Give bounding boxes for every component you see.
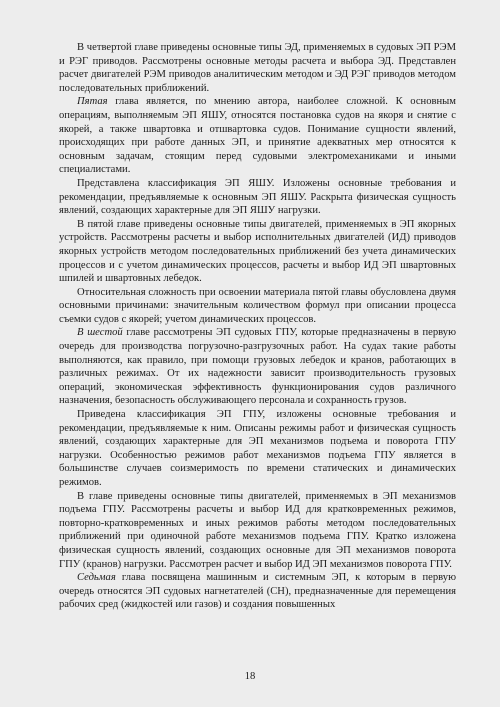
- paragraph-9-text: глава посвящена машинным и системным ЭП, к которым в первую очередь относятся ЭП судовых нагнетателей (СН), предназначенные для перемещения рабочих сред (жидкостей или газов) и создания повышенных: [59, 572, 456, 611]
- paragraph-6-text: главе рассмотрены ЭП судовых ГПУ, которые предназначены в первую очередь для производства погрузочно-разгрузочных работ. На судах такие работы выполняются, как правило, при помощи грузовых лебедок и кранов, работающих в различных режимах. От их надежности зависит производительность грузовых операций, экономическая эффективность функционирования судов различного назначения, безопасность обслуживающего персонала и сохранность грузов.: [59, 327, 456, 407]
- paragraph-7: [59, 408, 456, 490]
- paragraph-6: [59, 326, 456, 408]
- paragraph-6-lead: В шестой: [77, 327, 123, 339]
- paragraph-2-lead: Пятая: [77, 96, 108, 108]
- paragraph-5: [59, 286, 456, 327]
- paragraph-4-text: В пятой главе приведены основные типы двигателей, применяемых в ЭП якорных устройств. Рассмотрены расчеты и выбор исполнительных двигателей (ИД) приводов якорных устройств методом последовательных приближений без учета динамических процессов и с учетом динамических процессов, расчеты и выбор ИД ЭП швартовных шпилей и швартовных лебедок.: [59, 218, 456, 285]
- paragraph-1-text: В четвертой главе приведены основные типы ЭД, применяемых в судовых ЭП РЭМ и РЭГ приводов. Рассмотрены основные методы расчета и выбора ЭД. Представлен расчет двигателей РЭМ приводов аналитическим методом и ЭД РЭГ приводов методом последовательных приближений.: [59, 42, 456, 94]
- paragraph-3: [59, 177, 456, 218]
- page-number: 18: [244, 671, 256, 682]
- paragraph-2: [59, 95, 456, 177]
- paragraph-1: [59, 41, 456, 95]
- paragraph-9-lead: Седьмая: [77, 572, 116, 584]
- paragraph-5-text: Относительная сложность при освоении материала пятой главы обусловлена двумя основными причинами: значительным количеством формул при описании процесса съемки судов с якорей; учетом динамических процессов.: [59, 286, 456, 325]
- body-text: [59, 41, 456, 612]
- paragraph-9: [59, 571, 456, 612]
- paragraph-2-text: глава является, по мнению автора, наиболее сложной. К основным операциям, выполняемым ЭП ЯШУ, относятся постановка судов на якоря и снятие с якорей, а также швартовка и отшвартовка судов. Понимание сущности явлений, происходящих при работе данных ЭП, и принятие адекватных мер относятся к основным задачам, стоящим перед судовыми электромеханиками и иными специалистами.: [59, 96, 456, 176]
- paragraph-7-text: Приведена классификация ЭП ГПУ, изложены основные требования и рекомендации, предъявляемые к ним. Описаны режимы работ и физическая сущность явлений, создающих характерные для ЭП механизмов подъема и поворота ГПУ нагрузки. Особенностью режимов работ механизмов подъема ГПУ является в большинстве случаев соизмеримость по времени статических и динамических режимов.: [59, 409, 456, 488]
- paragraph-8-text: В главе приведены основные типы двигателей, применяемых в ЭП механизмов подъема ГПУ. Рассмотрены расчеты и выбор ИД для кратковременных режимов, повторно-кратковременных и иных режимов работы методом последовательных приближений при одиночной работе механизмов подъема ГПУ. Кратко изложена физическая сущность явлений, создающих основные для ЭП механизмов поворота ГПУ (кранов) нагрузки. Рассмотрен расчет и выбор ИД ЭП механизмов поворота ГПУ.: [59, 490, 456, 570]
- paragraph-8: [59, 490, 456, 572]
- paragraph-3-text: Представлена классификация ЭП ЯШУ. Изложены основные требования и рекомендации, предъявляемые к основным ЭП ЯШУ. Раскрыта физическая сущность явлений, создающих характерные для ЭП ЯШУ нагрузки.: [59, 177, 456, 217]
- paragraph-4: [59, 218, 456, 286]
